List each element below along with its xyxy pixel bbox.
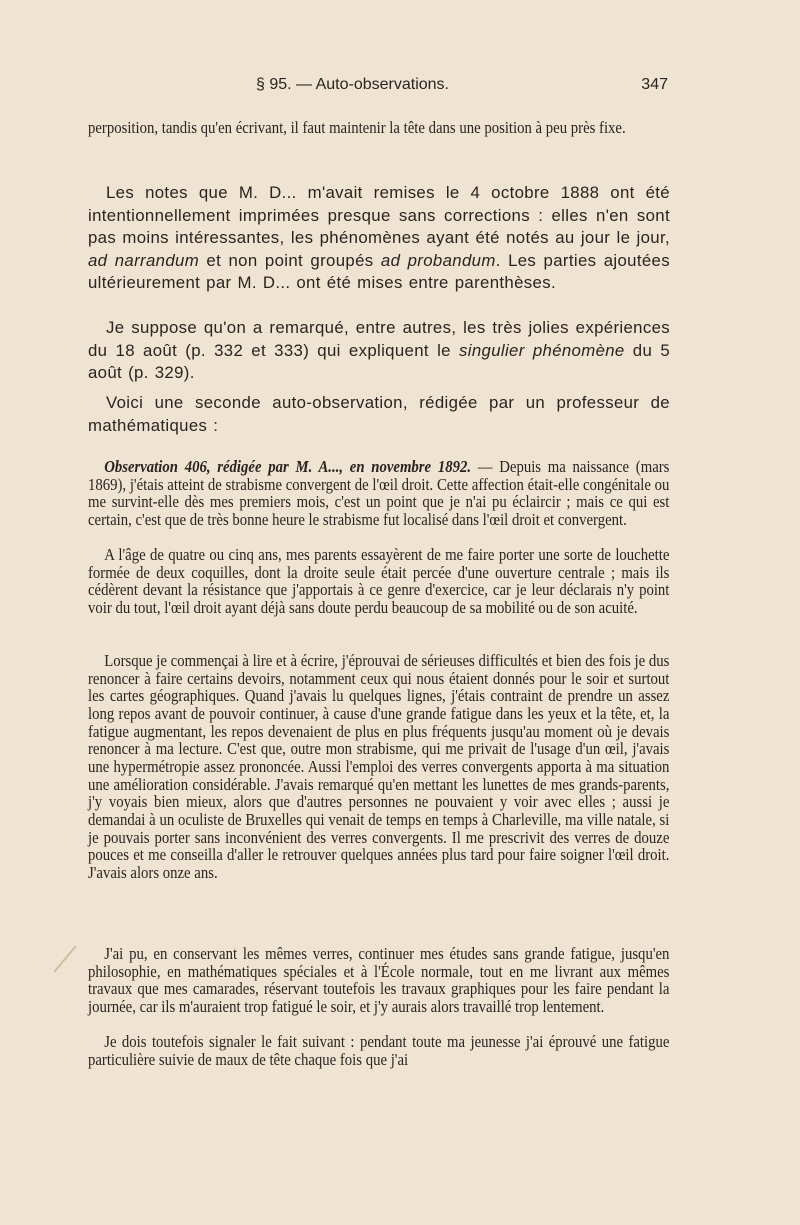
observation-heading: Observation 406, rédigée par M. A..., en novembre 1892. xyxy=(104,457,472,476)
continued-paragraph xyxy=(88,119,669,137)
text-run: Les notes que M. D... m'avait remises le 4 octobre 1888 ont été intentionnellement imprimées presque sans corrections : elles n'en sont pas moins intéressantes, les phénomènes ayant été notés au jour le jour, xyxy=(88,183,670,247)
observation-text: J'ai pu, en conservant les mêmes verres, continuer mes études sans grande fatigue, jusqu'en philosophie, en mathématiques spéciales et à l'École normale, tout en me livrant aux mêmes travaux que mes camarades, réservant toutefois les travaux graphiques pour les faire pendant la journée, car ils m'auraient trop fatigué le soir, et j'y aurais alors travaillé trop lentement. xyxy=(88,944,670,1016)
emphasis: singulier phénomène xyxy=(459,340,625,360)
pencil-mark xyxy=(53,945,76,972)
paragraph-experiences xyxy=(88,317,670,385)
observation-text: — Depuis ma naissance (mars 1869), j'étais atteint de strabisme convergent de l'œil droit. Cette affection était-elle congénitale ou me survint-elle dès mes premiers mois, c'est un point que je n'ai pu éclaircir ; mais ce qui est certain, c'est que de très bonne heure le strabisme fut localisé dans l'œil droit et convergent. xyxy=(88,457,670,529)
observation-paragraph xyxy=(88,652,669,882)
text-run: . Les parties ajoutées ultérieurement par M. D... ont été mises entre parenthèses. xyxy=(88,250,670,292)
intro-text: Voici une seconde auto-observation, rédigée par un professeur de mathématiques : xyxy=(88,393,670,435)
latin-phrase: ad probandum xyxy=(380,250,496,270)
observation-paragraph xyxy=(88,1033,669,1068)
text-run: et non point groupés xyxy=(199,250,381,270)
observation-text: Je dois toutefois signaler le fait suivant : pendant toute ma jeunesse j'ai éprouvé une fatigue particulière suivie de maux de tête chaque fois que j'ai xyxy=(88,1032,670,1069)
observation-text: A l'âge de quatre ou cinq ans, mes parents essayèrent de me faire porter une sorte de louchette formée de deux coquilles, dont la droite seule était percée d'une ouverture centrale ; mais ils cédèrent devant la résistance que j'apportais à ce genre d'exercice, car je leur déclarais n'y point voir du tout, l'œil droit ayant déjà sans doute perdu beaucoup de sa mobilité ou de son acuité. xyxy=(88,545,670,617)
text-run: Je suppose qu'on a remarqué, entre autres, les très jolies expériences du 18 août (p. 332 et 333) qui expliquent le xyxy=(88,318,670,360)
paragraph-notes xyxy=(88,182,670,295)
latin-phrase: ad narrandum xyxy=(88,250,200,270)
observation-paragraph xyxy=(88,945,669,1016)
page-number: 347 xyxy=(641,76,668,93)
text-run: du 5 août (p. 329). xyxy=(88,340,671,382)
running-head xyxy=(88,76,668,98)
observation-paragraph xyxy=(88,546,669,617)
observation-paragraph xyxy=(88,458,669,529)
continued-text: perposition, tandis qu'en écrivant, il faut maintenir la tête dans une position à peu près fixe. xyxy=(88,118,626,137)
paragraph-intro xyxy=(88,392,670,437)
observation-text: Lorsque je commençai à lire et à écrire, j'éprouvai de sérieuses difficultés et bien des fois je dus renoncer à faire certains devoirs, notamment ceux qui nous étaient donnés pour le soir et surtout les cartes géographiques. Quand j'avais lu quelques lignes, j'étais contraint de prendre un assez long repos avant de pouvoir continuer, à cause d'une grande fatigue dans les yeux et la tête, et, la fatigue augmentant, les repos devenaient de plus en plus fréquents jusqu'au moment où je devais renoncer à ma lecture. C'est que, outre mon strabisme, qui me privait de l'usage d'un œil, j'avais une hypermétropie assez prononcée. Aussi l'emploi des verres convergents apporta à ma situation une amélioration considérable. J'avais remarqué qu'en mettant les lunettes de mes grands-parents, j'y voyais bien mieux, alors que d'autres personnes ne pouvaient y voir avec elles ; aussi je demandai à un oculiste de Bruxelles qui venait de temps en temps à Charleville, ma ville natale, si je pouvais porter sans inconvénient des verres convergents. Il me prescrivit des verres de douze pouces et me conseilla d'aller le retrouver quelques années plus tard pour faire soigner l'œil droit. J'avais alors onze ans. xyxy=(88,651,670,882)
section-title: § 95. — Auto-observations. xyxy=(256,76,449,93)
